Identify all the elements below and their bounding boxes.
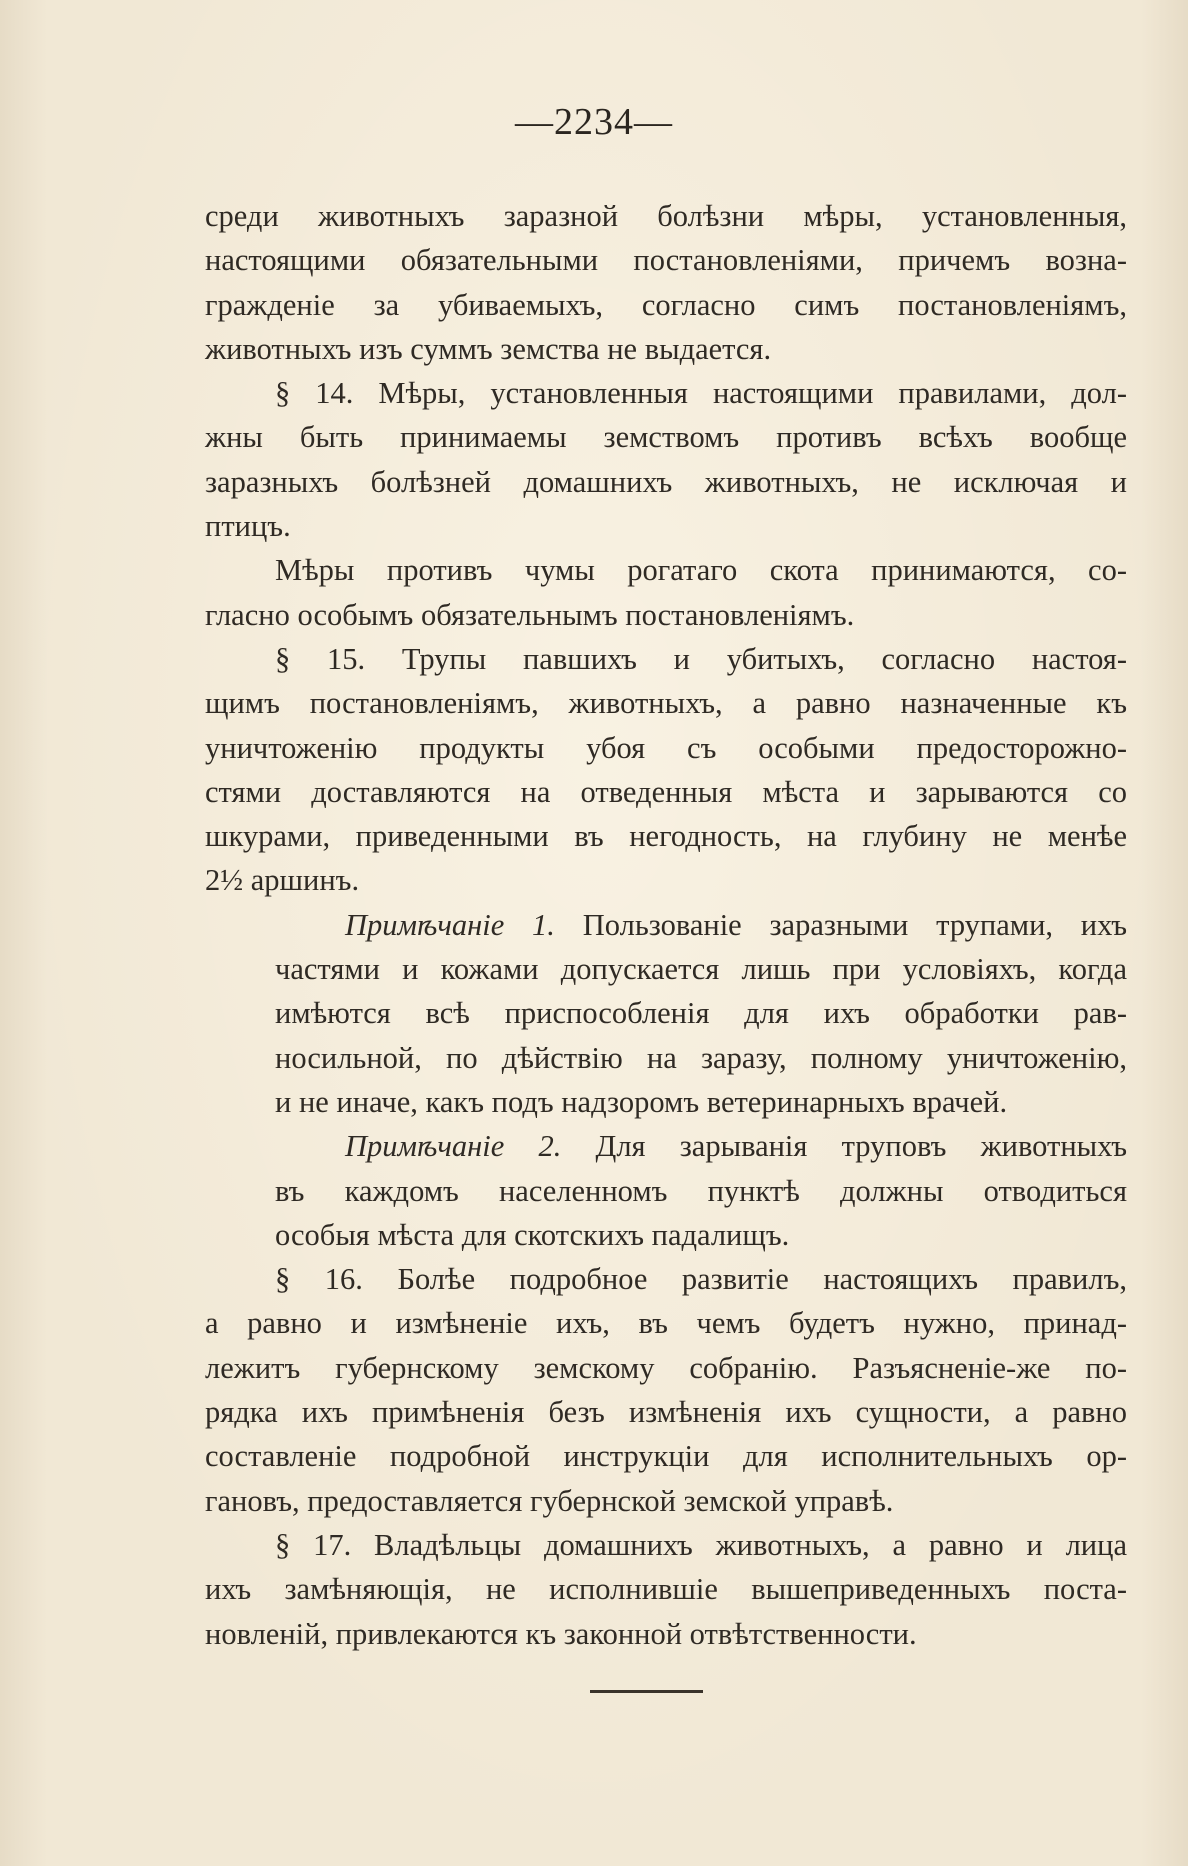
note-line: и не иначе, какъ подъ надзоромъ ветеринарныхъ врачей. <box>275 1084 1008 1119</box>
note-line <box>205 903 1127 947</box>
body-line: гражденіе за убиваемыхъ, согласно симъ постановленіямъ, <box>205 287 1127 322</box>
note-line: носильной, по дѣйствію на заразу, полному уничтоженію, <box>275 1040 1127 1075</box>
body-line: жны быть принимаемы земствомъ противъ всѣхъ вообще <box>205 420 1127 455</box>
body-line: животныхъ изъ суммъ земства не выдается. <box>205 331 772 366</box>
note-line: особыя мѣста для скотскихъ падалищъ. <box>275 1217 790 1252</box>
body-line: щимъ постановленіямъ, животныхъ, а равно назначенные къ <box>205 686 1127 721</box>
body-line: 2½ аршинъ. <box>205 863 360 898</box>
body-line: § 14. Мѣры, установленныя настоящими правилами, дол- <box>275 376 1127 411</box>
body-line: шкурами, приведенными въ негодность, на глубину не менѣе <box>205 819 1127 854</box>
body-line: новленій, привлекаются къ законной отвѣтственности. <box>205 1616 917 1651</box>
body-line: настоящими обязательными постановленіями, причемъ возна- <box>205 243 1127 278</box>
body-line: гановъ, предоставляется губернской земской управѣ. <box>205 1483 894 1518</box>
end-rule <box>590 1690 703 1693</box>
note-line <box>205 1124 1127 1168</box>
body-line: лежитъ губернскому земскому собранію. Разъясненіе-же по- <box>205 1350 1127 1385</box>
page-number: —2234— <box>515 101 673 143</box>
note-text: Для зарыванія труповъ животныхъ <box>595 1129 1128 1164</box>
body-line: гласно особымъ обязательнымъ постановленіямъ. <box>205 597 855 632</box>
body-line: птицъ. <box>205 509 291 544</box>
note-line: имѣются всѣ приспособленія для ихъ обработки рав- <box>275 996 1127 1031</box>
body-line: стями доставляются на отведенныя мѣста и зарываются со <box>205 774 1127 809</box>
body-line: § 17. Владѣльцы домашнихъ животныхъ, а равно и лица <box>275 1527 1127 1562</box>
body-line: среди животныхъ заразной болѣзни мѣры, установленныя, <box>205 199 1127 233</box>
body-line: заразныхъ болѣзней домашнихъ животныхъ, не исключая и <box>205 464 1127 499</box>
page-body-text <box>205 194 1127 1656</box>
note-text: Пользованіе заразными трупами, ихъ <box>582 907 1127 942</box>
body-line: § 15. Трупы павшихъ и убитыхъ, согласно настоя- <box>275 641 1127 676</box>
note-label: Примѣчаніе 1. <box>345 907 555 942</box>
body-line: Мѣры противъ чумы рогатаго скота принимаются, со- <box>275 553 1127 588</box>
body-line: ихъ замѣняющія, не исполнившіе вышеприведенныхъ поста- <box>205 1572 1127 1607</box>
note-line: частями и кожами допускается лишь при условіяхъ, когда <box>275 952 1127 987</box>
body-line: рядка ихъ примѣненія безъ измѣненія ихъ сущности, а равно <box>205 1395 1127 1430</box>
body-line: а равно и измѣненіе ихъ, въ чемъ будетъ нужно, принад- <box>205 1306 1127 1341</box>
body-line: § 16. Болѣе подробное развитіе настоящихъ правилъ, <box>275 1262 1127 1297</box>
body-line: составленіе подробной инструкціи для исполнительныхъ ор- <box>205 1439 1127 1474</box>
body-line: уничтоженію продукты убоя съ особыми предосторожно- <box>205 730 1127 765</box>
note-line: въ каждомъ населенномъ пунктѣ должны отводиться <box>275 1173 1127 1208</box>
note-label: Примѣчаніе 2. <box>345 1129 562 1164</box>
